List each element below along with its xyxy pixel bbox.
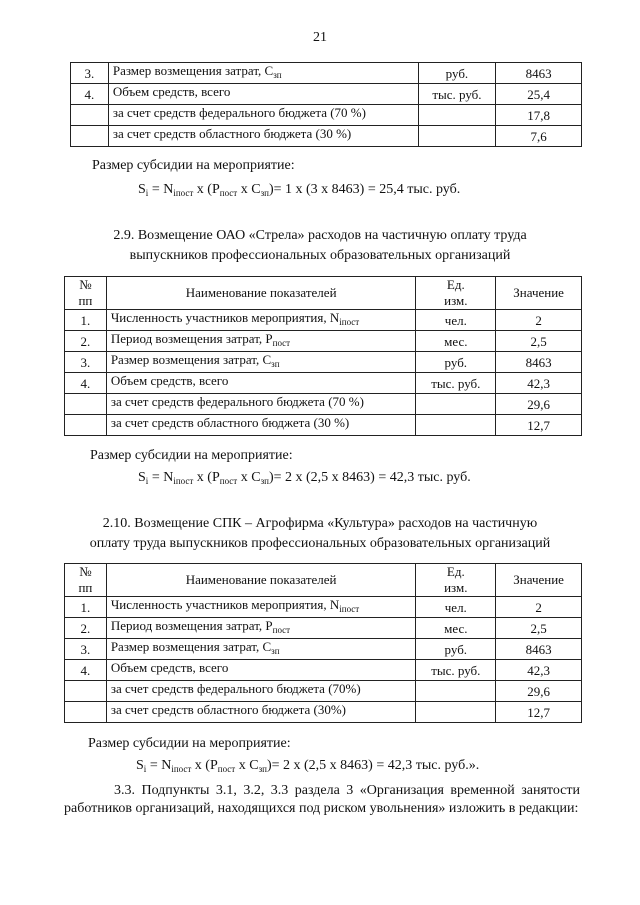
table-row: [65, 373, 582, 394]
formula-n-sub: iпост: [173, 476, 194, 486]
section-heading-line: 2.10. Возмещение СПК – Агрофирма «Культура» расходов на частичную: [102, 516, 538, 531]
row-name-subscript: пост: [272, 625, 291, 635]
table-row: [65, 310, 582, 331]
table-header: [65, 277, 582, 310]
table-header-row: [65, 277, 582, 310]
row-unit: [418, 126, 496, 147]
row-name-text: Объем средств, всего: [110, 660, 229, 675]
formula-b: x C: [237, 470, 261, 485]
row-unit: чел.: [416, 310, 496, 331]
formula-s: S: [138, 470, 146, 485]
table-row: [65, 618, 582, 639]
formula-n-sub: iпост: [173, 188, 194, 198]
row-unit: [416, 394, 496, 415]
table-indicators: [64, 563, 582, 723]
formula-s-sub: i: [145, 476, 149, 486]
row-value: 42,3: [496, 660, 582, 681]
row-value: 8463: [496, 639, 582, 660]
row-name-text: Размер возмещения затрат, С: [112, 63, 274, 78]
row-name-text: за счет средств областного бюджета (30%): [110, 702, 346, 717]
header-unit-line1: Ед.: [446, 277, 465, 292]
row-value: 2,5: [496, 331, 582, 352]
table-row: [65, 681, 582, 702]
row-name: [106, 310, 416, 331]
row-number: 3.: [65, 352, 107, 373]
row-number: 3.: [71, 63, 109, 84]
row-name-subscript: пост: [272, 338, 291, 348]
table-row: [65, 331, 582, 352]
formula-eq: = N: [146, 758, 172, 773]
row-name-text: Численность участников мероприятия, N: [110, 597, 340, 612]
row-name: [106, 373, 416, 394]
row-number: 1.: [65, 310, 107, 331]
row-unit: мес.: [416, 331, 496, 352]
row-name: [106, 618, 416, 639]
row-name: [106, 660, 416, 681]
row-name: [106, 352, 416, 373]
row-unit: тыс. руб.: [416, 660, 496, 681]
row-value: 8463: [496, 63, 582, 84]
row-number: 3.: [65, 639, 107, 660]
row-unit: руб.: [416, 639, 496, 660]
header-value: Значение: [496, 277, 582, 310]
row-name-text: за счет средств федерального бюджета (70 %): [112, 105, 366, 120]
table-row: [65, 352, 582, 373]
row-value: 12,7: [496, 702, 582, 723]
formula-s-sub: i: [145, 188, 149, 198]
table-indicators: [64, 276, 582, 436]
row-name-text: Численность участников мероприятия, N: [110, 310, 340, 325]
formula-rest: )= 2 x (2,5 x 8463) = 42,3 тыс. руб.: [268, 470, 471, 485]
row-unit: руб.: [416, 352, 496, 373]
row-number: 4.: [65, 660, 107, 681]
subsidy-formula: [136, 758, 479, 774]
row-value: 2: [496, 597, 582, 618]
header-unit-line2: изм.: [444, 293, 468, 308]
row-name: [106, 394, 416, 415]
row-number: 4.: [65, 373, 107, 394]
row-number: [65, 415, 107, 436]
row-name-text: Период возмещения затрат, Р: [110, 331, 273, 346]
row-value: 17,8: [496, 105, 582, 126]
formula-p-sub: пост: [219, 476, 238, 486]
table-row: [71, 105, 582, 126]
row-name-text: за счет средств областного бюджета (30 %): [112, 126, 352, 141]
formula-c-sub: зп: [260, 188, 269, 198]
row-name-subscript: iпост: [339, 317, 360, 327]
row-value: 29,6: [496, 394, 582, 415]
row-value: 29,6: [496, 681, 582, 702]
table-header: [65, 564, 582, 597]
row-unit: руб.: [418, 63, 496, 84]
header-name: Наименование показателей: [106, 564, 416, 597]
row-number: 2.: [65, 331, 107, 352]
row-number: [65, 681, 107, 702]
table-body: [65, 310, 582, 436]
header-unit: [416, 564, 496, 597]
table-row: [71, 84, 582, 105]
row-value: 42,3: [496, 373, 582, 394]
header-unit-line2: изм.: [444, 580, 468, 595]
subsidy-label: Размер субсидии на мероприятие:: [92, 158, 295, 173]
formula-a: x (P: [193, 182, 220, 197]
row-name-text: за счет средств федерального бюджета (70%): [110, 681, 361, 696]
paragraph-final: 3.3. Подпункты 3.1, 3.2, 3.3 раздела 3 «Организация временной занятости работников организаций, находящихся под риском увольнения» изложить в редакции:: [64, 783, 580, 816]
header-unit: [416, 277, 496, 310]
table-row: [65, 394, 582, 415]
row-name: [108, 63, 418, 84]
row-number: [71, 126, 109, 147]
row-number: [65, 394, 107, 415]
row-name-text: Объем средств, всего: [110, 373, 229, 388]
row-name: [108, 105, 418, 126]
row-value: 25,4: [496, 84, 582, 105]
section-heading: [0, 226, 640, 266]
formula-p-sub: пост: [217, 764, 236, 774]
row-name-subscript: зп: [271, 359, 280, 369]
header-number-line1: №: [79, 564, 92, 579]
row-unit: чел.: [416, 597, 496, 618]
table-row: [65, 660, 582, 681]
table-row: [65, 415, 582, 436]
formula-n-sub: iпост: [171, 764, 192, 774]
row-number: 2.: [65, 618, 107, 639]
subsidy-label: Размер субсидии на мероприятие:: [88, 736, 291, 751]
row-name-text: Размер возмещения затрат, С: [110, 639, 272, 654]
header-number-line2: пп: [78, 580, 93, 595]
row-number: [65, 702, 107, 723]
formula-rest: )= 1 x (3 x 8463) = 25,4 тыс. руб.: [268, 182, 461, 197]
formula-s: S: [138, 182, 146, 197]
row-number: 4.: [71, 84, 109, 105]
formula-a: x (P: [191, 758, 218, 773]
subsidy-formula: [138, 182, 460, 198]
row-value: 2,5: [496, 618, 582, 639]
row-unit: [416, 702, 496, 723]
table-row: [71, 126, 582, 147]
table-body: [71, 63, 582, 147]
table-row: [71, 63, 582, 84]
header-number-line1: №: [79, 277, 92, 292]
header-number: [65, 277, 107, 310]
header-value: Значение: [496, 564, 582, 597]
row-name: [106, 597, 416, 618]
row-value: 7,6: [496, 126, 582, 147]
formula-s-sub: i: [143, 764, 147, 774]
row-name-subscript: зп: [271, 646, 280, 656]
row-unit: [416, 415, 496, 436]
row-value: 2: [496, 310, 582, 331]
row-name: [106, 415, 416, 436]
row-name: [106, 331, 416, 352]
formula-b: x C: [235, 758, 259, 773]
row-name: [108, 84, 418, 105]
row-name: [106, 702, 416, 723]
formula-s: S: [136, 758, 144, 773]
row-unit: мес.: [416, 618, 496, 639]
subsidy-formula: [138, 470, 471, 486]
table-row: [65, 639, 582, 660]
section-heading: [0, 514, 640, 554]
row-name-text: Объем средств, всего: [112, 84, 231, 99]
row-number: [71, 105, 109, 126]
formula-c-sub: зп: [258, 764, 267, 774]
header-number-line2: пп: [78, 293, 93, 308]
table-row: [65, 702, 582, 723]
formula-p-sub: пост: [219, 188, 238, 198]
formula-eq: = N: [148, 470, 174, 485]
table-header-row: [65, 564, 582, 597]
row-name-text: Размер возмещения затрат, С: [110, 352, 272, 367]
section-heading-line: 2.9. Возмещение ОАО «Стрела» расходов на частичную оплату труда: [113, 228, 527, 243]
row-unit: [416, 681, 496, 702]
formula-eq: = N: [148, 182, 174, 197]
row-name: [106, 639, 416, 660]
row-unit: тыс. руб.: [416, 373, 496, 394]
row-name: [108, 126, 418, 147]
formula-rest: )= 2 x (2,5 x 8463) = 42,3 тыс. руб.».: [266, 758, 480, 773]
formula-a: x (P: [193, 470, 220, 485]
header-name: Наименование показателей: [106, 277, 416, 310]
row-name-subscript: iпост: [339, 604, 360, 614]
row-value: 8463: [496, 352, 582, 373]
header-number: [65, 564, 107, 597]
row-name-subscript: зп: [273, 70, 282, 80]
subsidy-label: Размер субсидии на мероприятие:: [90, 448, 293, 463]
row-name-text: Период возмещения затрат, Р: [110, 618, 273, 633]
row-name-text: за счет средств федерального бюджета (70 %): [110, 394, 364, 409]
formula-c-sub: зп: [260, 476, 269, 486]
table-row: [65, 597, 582, 618]
row-value: 12,7: [496, 415, 582, 436]
page-number: 21: [313, 30, 327, 45]
formula-b: x C: [237, 182, 261, 197]
table-continuation: [70, 62, 582, 147]
row-unit: тыс. руб.: [418, 84, 496, 105]
table-body: [65, 597, 582, 723]
header-unit-line1: Ед.: [446, 564, 465, 579]
section-heading-line: оплату труда выпускников профессиональных образовательных организаций: [89, 536, 551, 551]
row-name-text: за счет средств областного бюджета (30 %): [110, 415, 350, 430]
row-unit: [418, 105, 496, 126]
row-name: [106, 681, 416, 702]
row-number: 1.: [65, 597, 107, 618]
section-heading-line: выпускников профессиональных образовательных организаций: [129, 248, 511, 263]
